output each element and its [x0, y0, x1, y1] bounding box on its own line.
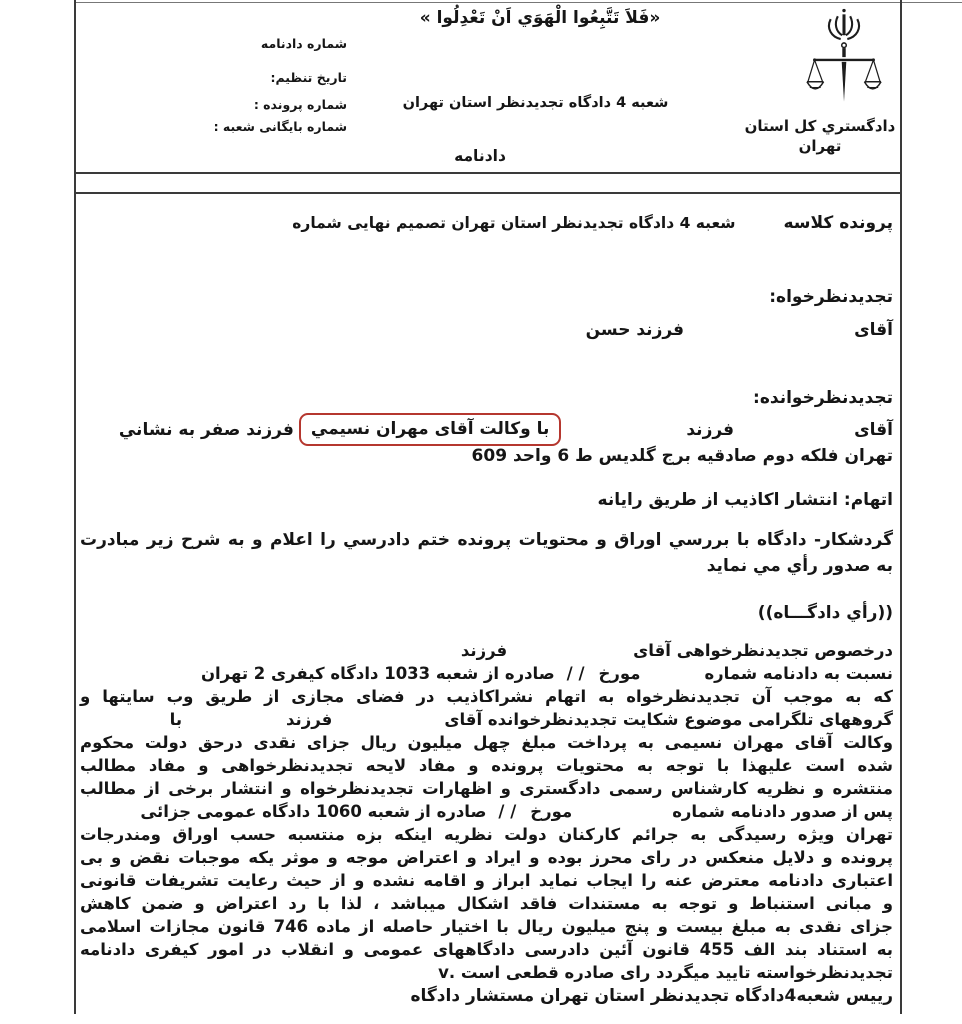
process-line-1: گردشکار- دادگاه با بررسي اوراق و محتویات پرونده ختم دادرسي را اعلام و به شرح زیر مبادرت	[80, 530, 893, 550]
branch-title: شعبه 4 دادگاه تجدیدنظر استان تهران	[402, 95, 669, 111]
address-line: تهران فلکه دوم صادقیه برج گلدیس ط 6 واحد 609	[471, 446, 893, 466]
ruling-paragraph	[80, 639, 893, 984]
date-slashes: / /	[498, 802, 517, 821]
ruling-seg: پس از صدور دادنامه شماره	[672, 802, 893, 821]
appellant-label: تجدیدنظرخواه:	[769, 287, 893, 307]
verdict-number-label: شماره دادنامه	[260, 36, 347, 51]
appellee-father-address-intro: فرزند صفر به نشاني	[118, 419, 294, 440]
ruling-seg: مورخ	[530, 802, 573, 821]
left-border-line	[74, 0, 76, 1014]
quran-quote: «فَلاَ تَتَّبِعُوا الْهَوَي اَنْ تَعْدِلُوا »	[419, 8, 661, 28]
ruling-seg: با	[169, 710, 183, 729]
ruling-line-8	[80, 800, 893, 823]
verdict-body	[80, 0, 893, 1024]
case-file-row	[80, 211, 893, 235]
date-prepared-label: تاریخ تنظیم:	[270, 70, 347, 85]
ruling-line-9: تهران ویژه رسیدگی به جرائم کارکنان دولت نظریه اینکه بزه منتسبه حسب اوراق ومندرجات	[80, 825, 893, 844]
org-caption-line2: تهران	[798, 137, 842, 155]
ruling-line-5: وکالت آقای مهران نسیمی به پرداخت مبلغ چهل میلیون ریال جزای نقدی درحق دولت محکوم	[80, 733, 893, 752]
process-line-2: به صدور رأي مي نماید	[706, 556, 893, 576]
case-number-label: شماره پرونده :	[253, 97, 347, 112]
ruling-line-12: و مبانی استنباط و توجه به مستندات فاقد اشکال میباشد ، لذا با رد اعتراض و ضمن کاهش	[80, 894, 893, 913]
signature-line: رییس شعبه4دادگاه تجدیدنظر استان تهران مستشار دادگاه	[410, 986, 893, 1006]
ruling-line-13: جزای نقدی به مبلغ بیست و پنج میلیون ریال با اختیار حاصله از ماده 746 قانون مجازات اسلامی	[80, 917, 893, 936]
ruling-seg: فرزند	[460, 641, 508, 660]
ruling-header: ((رأي دادگـــاه))	[757, 603, 893, 623]
charge-line: اتهام: انتشار اکاذیب از طریق رایانه	[597, 490, 893, 510]
appellant-mr: آقای	[854, 320, 893, 340]
ruling-line-14: به استناد بند الف 455 قانون آئین دادرسی دادگاههای عمومی و انقلاب در امور کیفری دادنامه	[80, 940, 893, 959]
appellee-label: تجدیدنظرخوانده:	[753, 388, 893, 408]
ruling-line-15: تجدیدنظرخواسته تایید میگردد رای صادره قطعی است .v	[438, 963, 893, 982]
ruling-line-7: منتشره و نظریه کارشناس رسمی دادگستری و اظهارات تجدیدنظرخواه و انتشار برخی از مطالب	[80, 779, 893, 798]
ruling-seg: مورخ	[598, 664, 641, 683]
document-title: دادنامه	[454, 147, 506, 165]
org-caption-line1: دادگستري کل استان	[744, 117, 896, 135]
ruling-line-2	[80, 662, 893, 685]
ruling-line-1	[80, 639, 893, 662]
ruling-line-3: که به موجب آن تجدیدنظرخواه به اتهام نشراکاذیب در فضای مجازی از طریق وب سایتها و	[80, 687, 893, 706]
lawyer-highlight-box: با وکالت آقای مهران نسیمي	[299, 413, 561, 446]
ruling-seg: فرزند	[286, 710, 333, 729]
ruling-seg: صادره از شعبه 1060 دادگاه عمومی جزائی	[140, 802, 487, 821]
ruling-line-11: اعتباری دادنامه معترض عنه را ایجاب نماید ابراز و اقامه نشده و از حیث رعایت تشریفات قانونی	[80, 871, 893, 890]
appellant-father: فرزند حسن	[585, 320, 685, 340]
ruling-seg: صادره از شعبه 1033 دادگاه کیفری 2 تهران	[200, 664, 555, 683]
ruling-seg: گروههای تلگرامی موضوع شکایت تجدیدنظرخوانده آقای	[444, 710, 893, 729]
appellee-mr: آقای	[854, 419, 893, 440]
ruling-line-6: شده است علیهذا با توجه به محتویات پرونده و مفاد لایحه تجدیدنظرخواهی و مفاد مطالب	[80, 756, 893, 775]
ruling-seg: درخصوص تجدیدنظرخواهی آقای	[633, 641, 893, 660]
archive-number-label: شماره بایگانی شعبه :	[213, 119, 347, 134]
case-file-label: پرونده کلاسه	[783, 213, 893, 233]
ruling-line-4	[80, 708, 893, 731]
date-slashes: / /	[566, 664, 585, 683]
ruling-line-10: پرونده و دلایل منعکس در رای محرز بوده و ایراد و اعتراض موجه و موثر یکه موجبات نقض و بی	[80, 848, 893, 867]
appellant-row	[80, 318, 893, 342]
ruling-seg: نسبت به دادنامه شماره	[704, 664, 893, 683]
appellee-row	[80, 413, 893, 446]
branch-decision-text: شعبه 4 دادگاه تجدیدنظر استان تهران تصمیم نهایی شماره	[292, 214, 736, 232]
appellee-son-of: فرزند	[686, 419, 735, 440]
